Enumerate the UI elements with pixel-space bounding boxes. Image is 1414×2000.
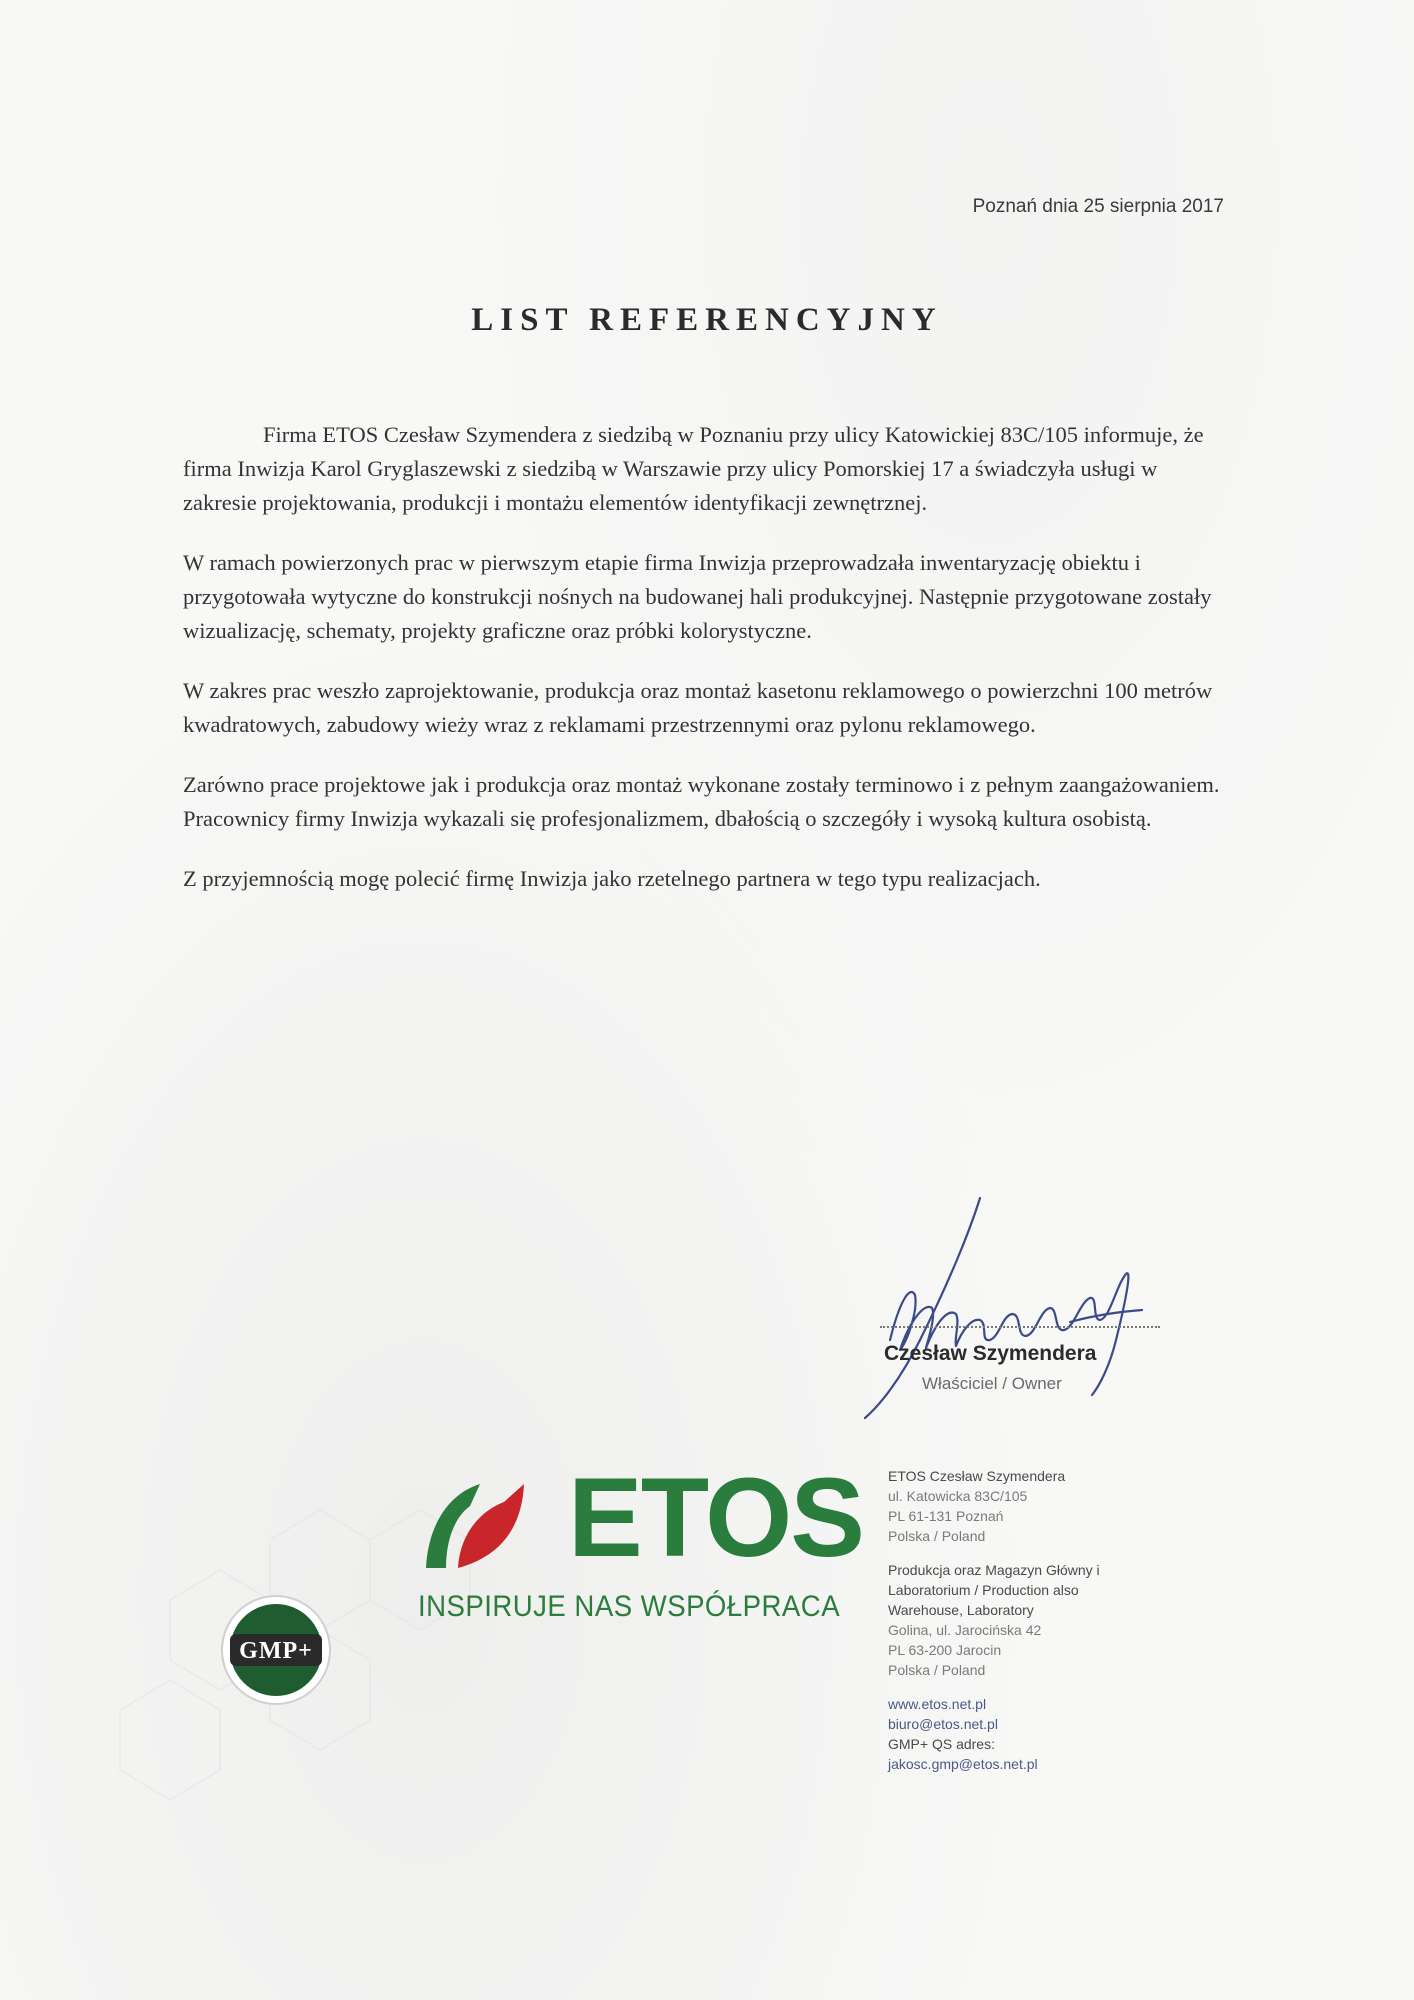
handwritten-signature [830,1190,1160,1430]
address-line: Polska / Poland [888,1528,986,1544]
contact-info [888,1694,1148,1774]
address-line: Polska / Poland [888,1662,986,1678]
address-line: ul. Katowicka 83C/105 [888,1488,1028,1504]
letter-date: Poznań dnia 25 sierpnia 2017 [972,196,1224,217]
paragraph-4: Zarówno prace projektowe jak i produkcja oraz montaż wykonane zostały terminowo i z pełnym zaangażowaniem. Pracownicy firmy Inwizja wykazali się profesjonalizmem, dbałością o szczegóły i wysoką kultura osobistą. [183,772,1220,831]
etos-logo-mark-icon [418,1476,528,1576]
paragraph-1: Firma ETOS Czesław Szymendera z siedzibą w Poznaniu przy ulicy Katowickiej 83C/105 informuje, że firma Inwizja Karol Gryglaszewski z siedzibą w Warszawie przy ulicy Pomorskiej 17 a świadczyła usługi w zakresie projektowania, produkcji i montażu elementów identyfikacji zewnętrznej. [183,422,1204,515]
address-line: PL 63-200 Jarocin [888,1642,1002,1658]
email-link[interactable]: biuro@etos.net.pl [888,1716,998,1732]
production-heading-line: Laboratorium / Production also [888,1582,1079,1598]
etos-wordmark: ETOS [568,1455,863,1580]
document-title: LIST REFERENCYJNY [471,302,943,338]
gmp-badge-label: GMP+ [239,1638,313,1664]
gmp-qs-label: GMP+ QS adres: [888,1736,995,1752]
paragraph-5: Z przyjemnością mogę polecić firmę Inwizja jako rzetelnego partnera w tego typu realizacjach. [183,866,1041,891]
letter-body [183,418,1223,922]
address-line: PL 61-131 Poznań [888,1508,1004,1524]
website-link[interactable]: www.etos.net.pl [888,1696,987,1712]
production-heading-line: Warehouse, Laboratory [888,1602,1034,1618]
production-heading-line: Produkcja oraz Magazyn Główny i [888,1562,1100,1578]
signer-name: Czesław Szymendera [884,1342,1097,1365]
etos-tagline: INSPIRUJE NAS WSPÓŁPRACA [418,1590,841,1623]
signer-role: Właściciel / Owner [922,1374,1062,1393]
company-address [888,1466,1148,1546]
company-address-block [888,1466,1148,1788]
gmp-email-link[interactable]: jakosc.gmp@etos.net.pl [888,1756,1038,1772]
paragraph-3: W zakres prac weszło zaprojektowanie, produkcja oraz montaż kasetonu reklamowego o powierzchni 100 metrów kwadratowych, zabudowy wieży wraz z reklamami przestrzennymi oraz pylonu reklamowego. [183,678,1213,737]
address-line: Golina, ul. Jarocińska 42 [888,1622,1042,1638]
etos-logo [418,1455,863,1646]
production-address [888,1560,1148,1680]
paragraph-2: W ramach powierzonych prac w pierwszym etapie firma Inwizja przeprowadzała inwentaryzację obiektu i przygotowała wytyczne do konstrukcji nośnych na budowanej hali produkcyjnej. Następnie przygotowane zostały wizualizację, schematy, projekty graficzne oraz próbki kolorystyczne. [183,550,1212,643]
address-line: ETOS Czesław Szymendera [888,1468,1066,1484]
signature-dotted-line [880,1326,1160,1328]
